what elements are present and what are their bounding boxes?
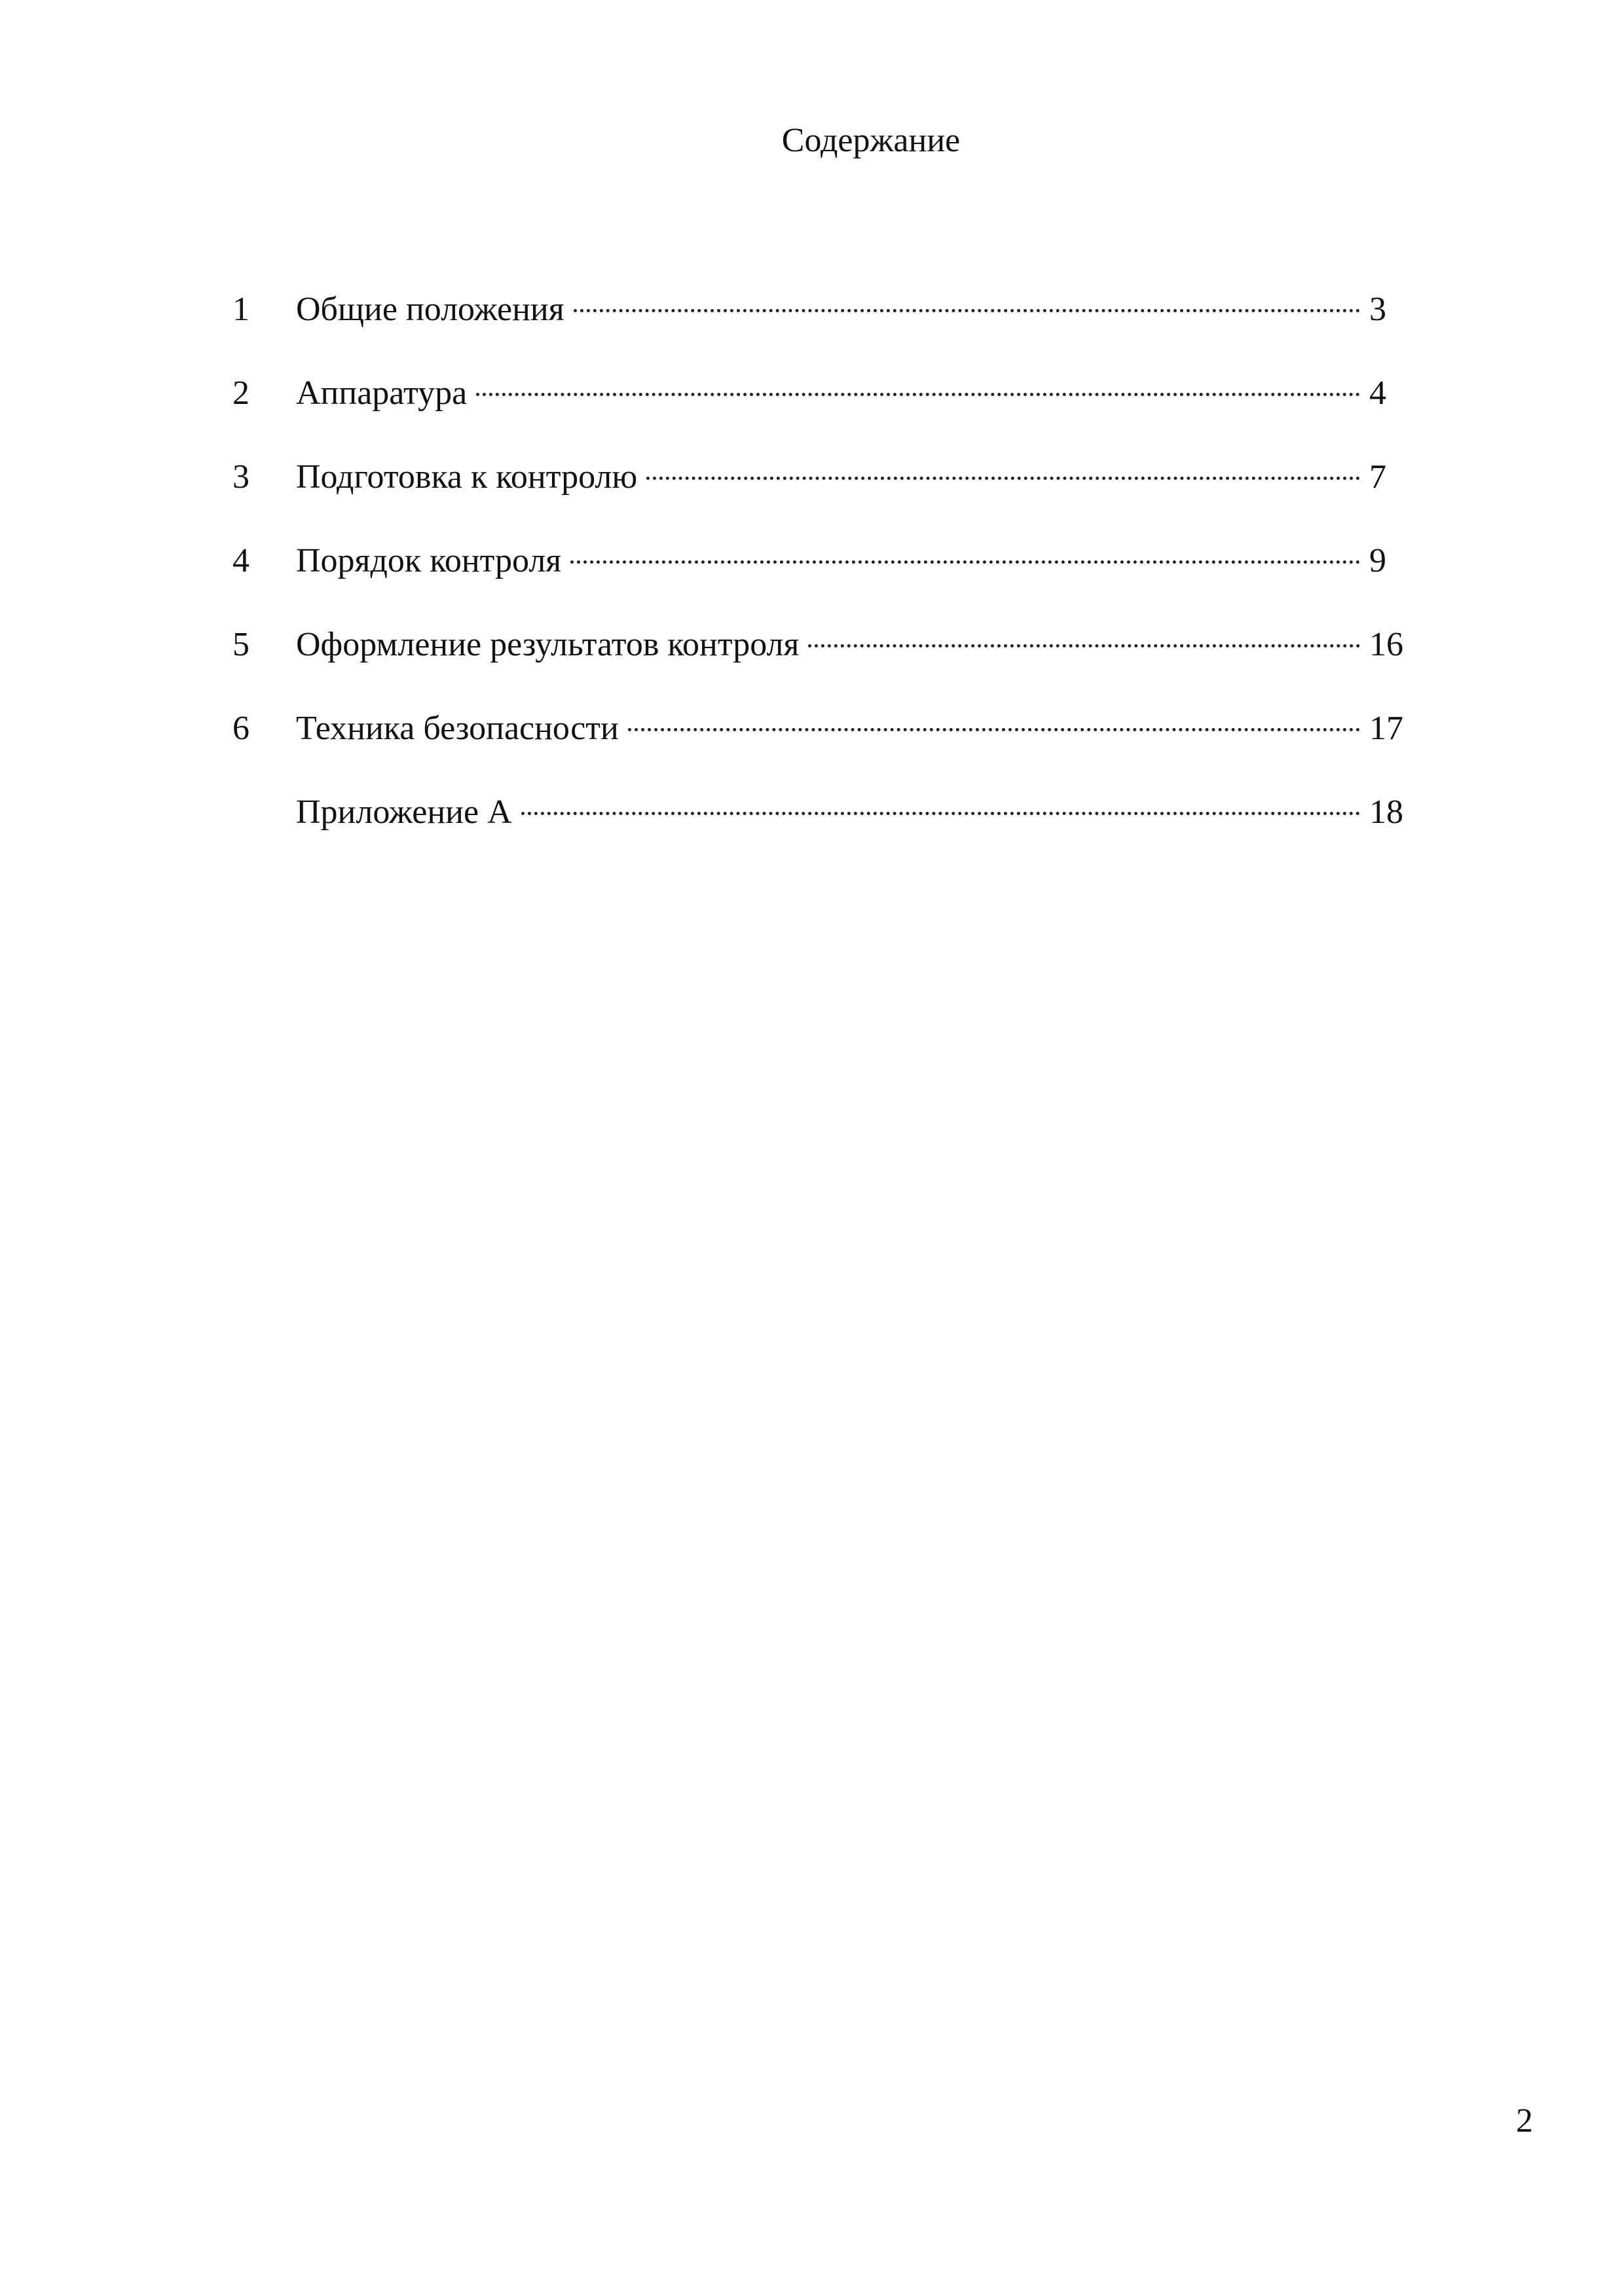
toc-entry-title: Общие положения [296, 291, 564, 328]
toc-entry-number: 2 [232, 374, 249, 412]
toc-entry [232, 287, 1411, 371]
toc-entry-page: 7 [1369, 458, 1386, 496]
dot-leader [570, 560, 1360, 564]
dot-leader [521, 812, 1360, 815]
dot-leader [808, 644, 1360, 647]
toc-entry-number: 5 [232, 626, 249, 663]
dot-leader [628, 728, 1360, 731]
toc-entry-page: 4 [1369, 374, 1386, 412]
toc-entry [232, 622, 1411, 706]
toc-entry-title: Подготовка к контролю [296, 458, 638, 496]
page-title: Содержание [781, 122, 961, 159]
toc-entry-page: 17 [1369, 710, 1403, 747]
dot-leader [574, 309, 1360, 312]
toc-entry-number: 6 [232, 710, 249, 747]
toc-entry-number: 1 [232, 291, 249, 328]
page-number: 2 [1516, 2102, 1533, 2140]
toc-entry-title: Техника безопасности [296, 710, 619, 747]
toc-entry [232, 371, 1411, 454]
toc-entry [232, 454, 1411, 538]
dot-leader [476, 393, 1360, 396]
toc-entry [232, 706, 1411, 790]
toc-entry-title: Приложение А [296, 793, 512, 831]
toc-entry-page: 16 [1369, 626, 1403, 663]
toc-entry-title: Оформление результатов контроля [296, 626, 800, 663]
table-of-contents [232, 287, 1411, 873]
toc-entry [232, 790, 1411, 873]
toc-entry-page: 9 [1369, 542, 1386, 579]
toc-entry [232, 538, 1411, 622]
toc-entry-title: Аппаратура [296, 374, 468, 412]
toc-entry-title: Порядок контроля [296, 542, 562, 579]
toc-entry-page: 18 [1369, 793, 1403, 831]
toc-entry-number: 4 [232, 542, 249, 579]
toc-entry-number: 3 [232, 458, 249, 496]
toc-entry-page: 3 [1369, 291, 1386, 328]
dot-leader [646, 477, 1360, 480]
